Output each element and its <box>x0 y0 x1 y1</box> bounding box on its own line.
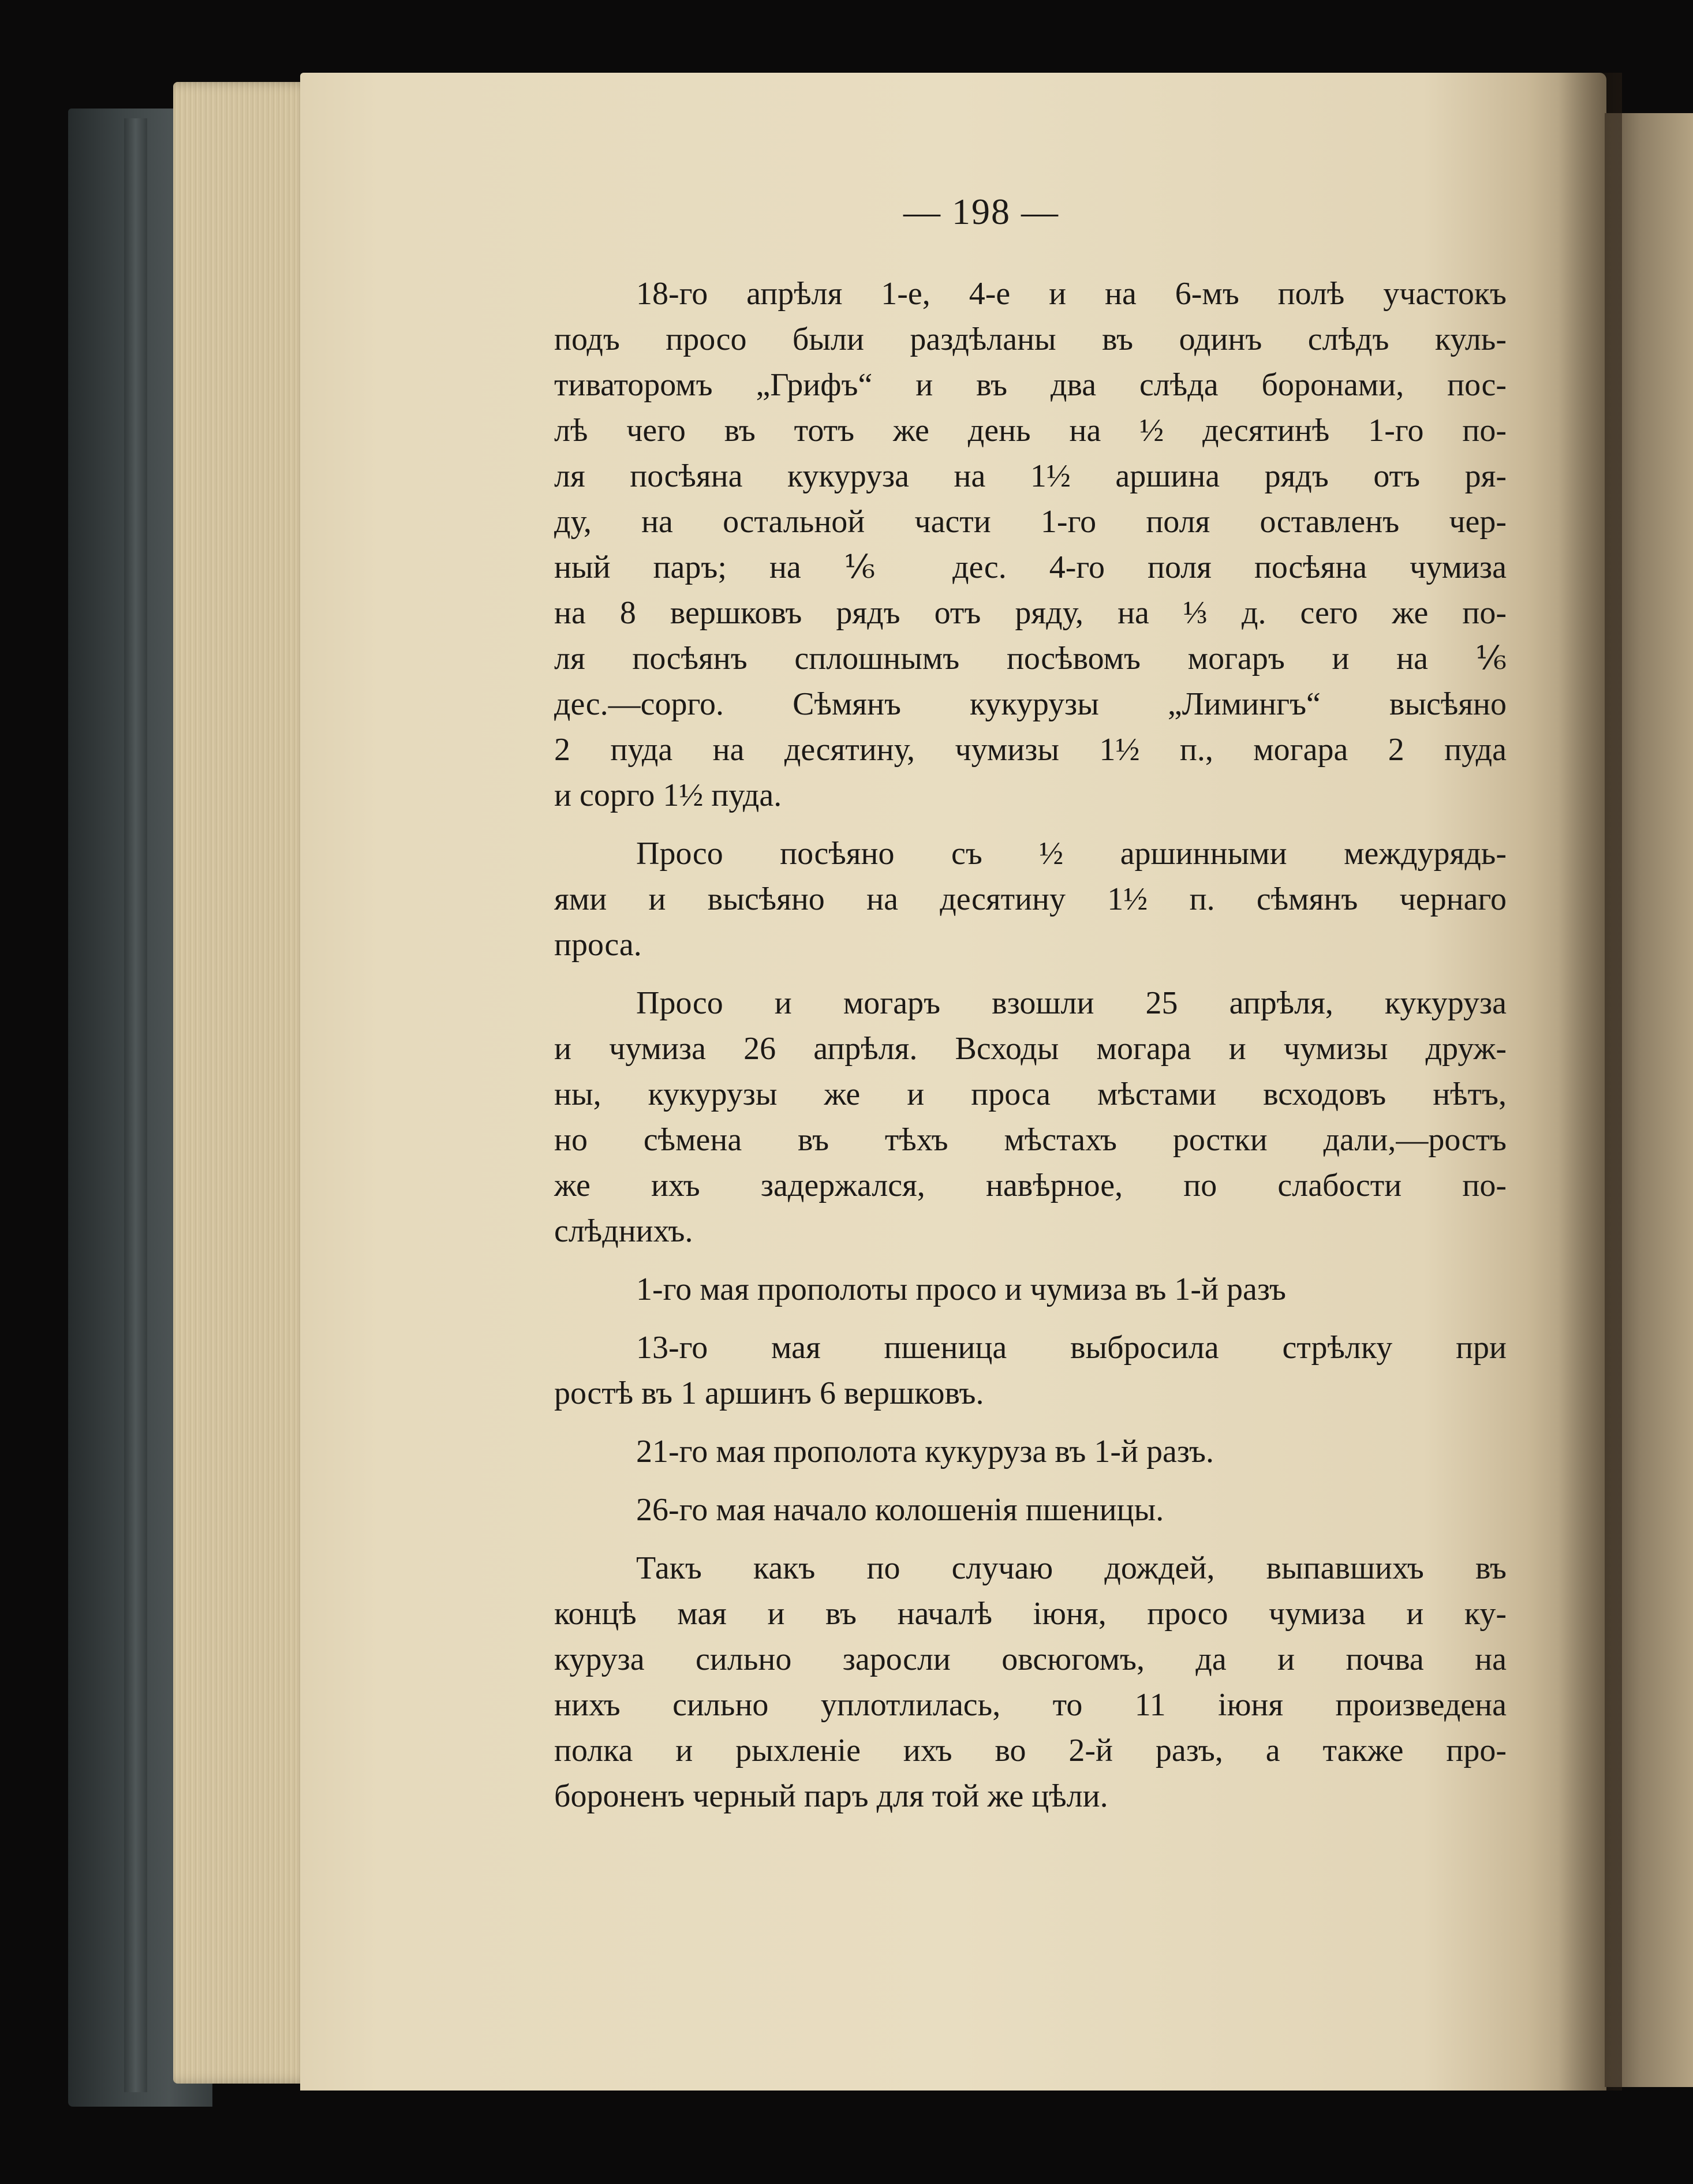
text-line: но сѣмена въ тѣхъ мѣстахъ ростки дали,—ростъ <box>554 1122 1507 1158</box>
text-line: лѣ чего въ тотъ же день на ½ десятинѣ 1-го по- <box>554 413 1507 448</box>
text-line: полка и рыхленіе ихъ во 2-й разъ, а также про- <box>554 1733 1507 1768</box>
text-line: ями и высѣяно на десятину 1½ п. сѣмянъ чернаго <box>554 881 1507 917</box>
text-line: 26-го мая начало колошенія пшеницы. <box>636 1492 1164 1528</box>
text-line: Просо и могаръ взошли 25 апрѣля, кукуруза <box>636 985 1507 1021</box>
cover-edge <box>124 118 147 2092</box>
text-line: ны, кукурузы же и проса мѣстами всходовъ нѣтъ, <box>554 1076 1507 1112</box>
text-line: ля посѣянъ сплошнымъ посѣвомъ могаръ и на ⅙ <box>554 641 1507 676</box>
text-line: нихъ сильно уплотлилась, то 11 іюня произведена <box>554 1687 1507 1723</box>
text-line: подъ просо были раздѣланы въ одинъ слѣдъ куль- <box>554 321 1507 357</box>
text-line: Просо посѣяно съ ½ аршинными междурядь- <box>636 836 1507 872</box>
spine-shadow <box>1559 73 1622 2090</box>
text-line: 2 пуда на десятину, чумизы 1½ п., могара 2 пуда <box>554 732 1507 768</box>
text-line: ля посѣяна кукуруза на 1½ аршина рядъ отъ ря- <box>554 458 1507 494</box>
text-line: же ихъ задержался, навѣрное, по слабости по- <box>554 1168 1507 1203</box>
text-line: Такъ какъ по случаю дождей, выпавшихъ въ <box>636 1550 1507 1586</box>
text-line: тиваторомъ „Грифъ“ и въ два слѣда боронами, пос- <box>554 367 1507 403</box>
text-line: 13-го мая пшеница выбросила стрѣлку при <box>636 1330 1507 1366</box>
page-stack <box>173 82 312 2084</box>
text-line: и чумиза 26 апрѣля. Всходы могара и чумизы друж- <box>554 1031 1507 1067</box>
text-line: ный паръ; на ⅙ дес. 4-го поля посѣяна чумиза <box>554 549 1507 585</box>
text-line: на 8 вершковъ рядъ отъ ряду, на ⅓ д. сего же по- <box>554 595 1507 631</box>
page-number: — 198 — <box>903 191 1059 232</box>
text-line: ростѣ въ 1 аршинъ 6 вершковъ. <box>554 1375 984 1411</box>
text-line: 18-го апрѣля 1-е, 4-е и на 6-мъ полѣ участокъ <box>636 276 1507 312</box>
text-line: и сорго 1½ пуда. <box>554 777 782 813</box>
text-line: дес.—сорго. Сѣмянъ кукурузы „Лимингъ“ высѣяно <box>554 686 1507 722</box>
text-line: куруза сильно заросли овсюгомъ, да и почва на <box>554 1641 1507 1677</box>
text-line: проса. <box>554 927 642 963</box>
text-line: ду, на остальной части 1-го поля оставленъ чер- <box>554 504 1507 540</box>
text-line: бороненъ черный паръ для той же цѣли. <box>554 1778 1108 1814</box>
text-line: 21-го мая прополота кукуруза въ 1-й разъ. <box>636 1434 1214 1469</box>
text-line: концѣ мая и въ началѣ іюня, просо чумиза и ку- <box>554 1596 1507 1632</box>
text-line: слѣднихъ. <box>554 1213 693 1249</box>
body-text <box>554 271 1507 1819</box>
text-line: 1-го мая прополоты просо и чумиза въ 1-й разъ <box>636 1271 1286 1307</box>
